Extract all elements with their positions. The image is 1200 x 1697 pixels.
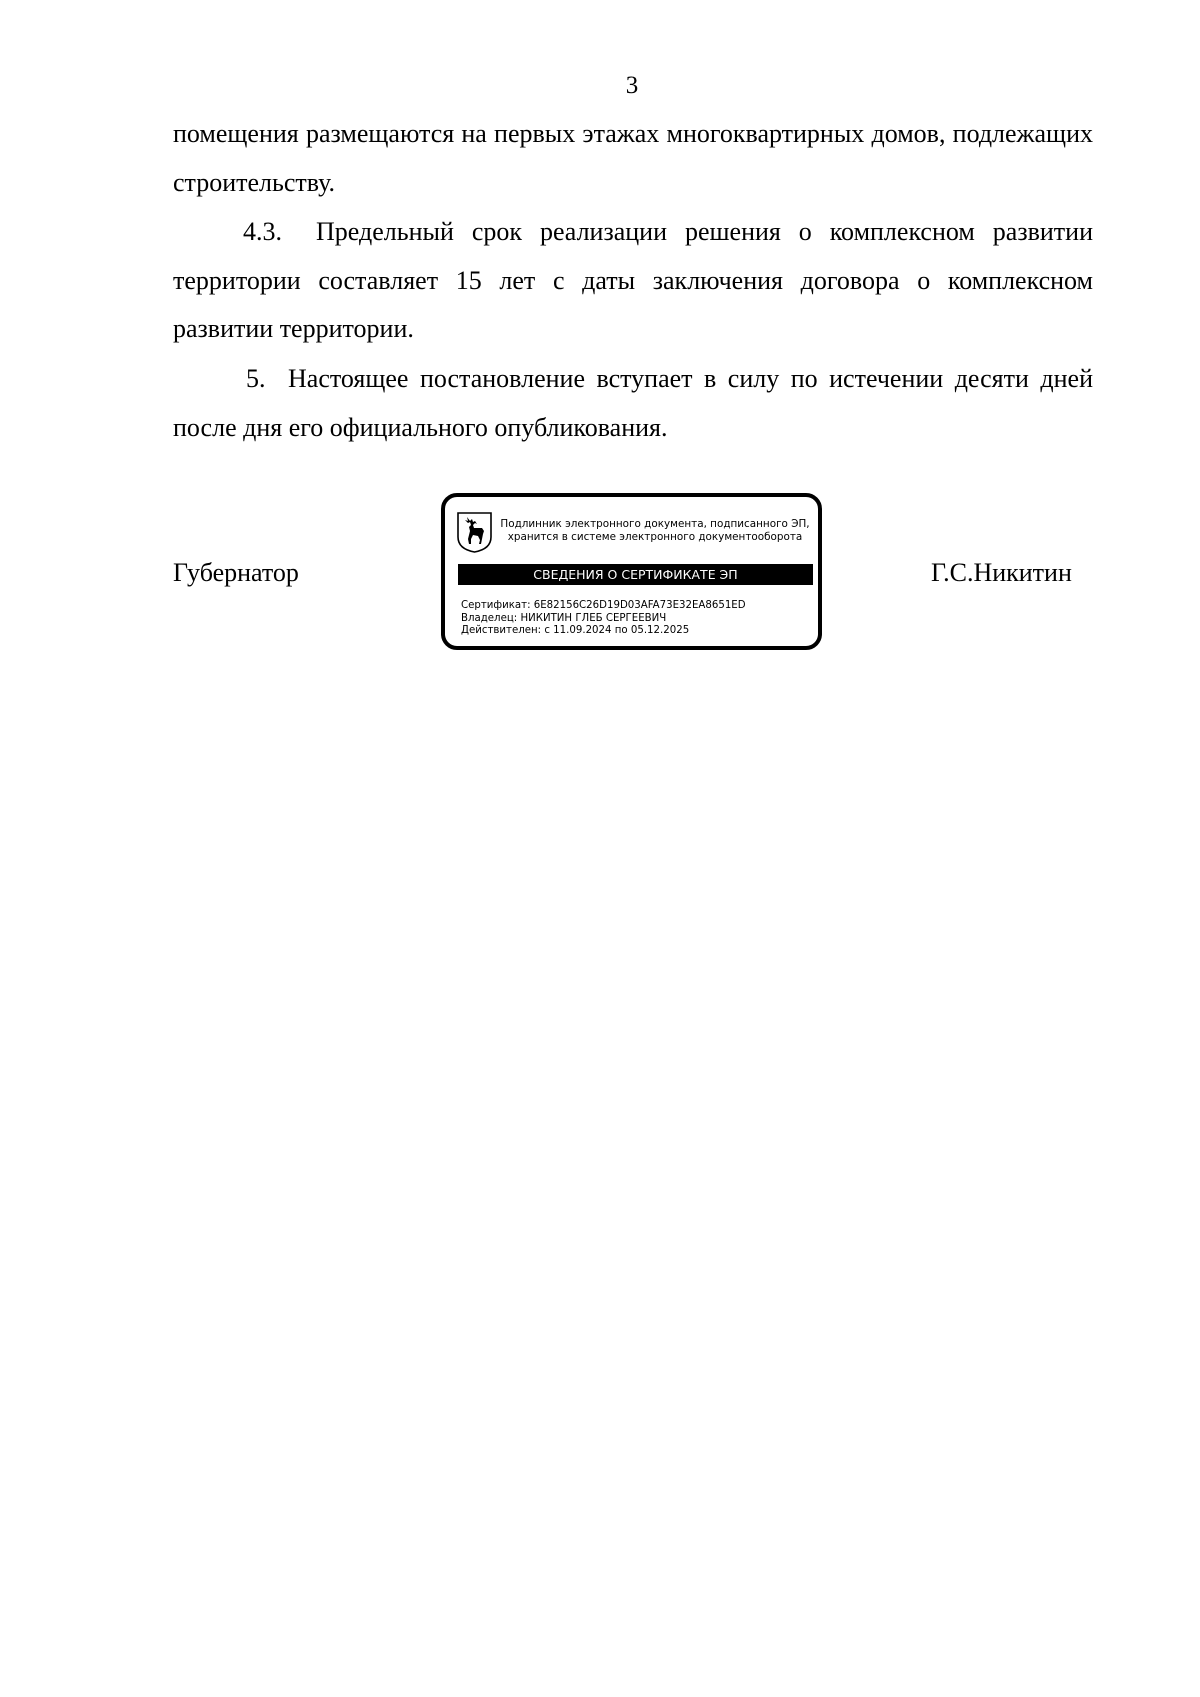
paragraph-item-5: [173, 355, 1093, 452]
item-5-text: Настоящее постановление вступает в силу по истечении десяти дней после дня его официального опубликования.: [173, 364, 1093, 442]
paragraph-continuation-text: помещения размещаются на первых этажах многоквартирных домов, подлежащих строительству.: [173, 119, 1093, 197]
item-4-3-number: 4.3.: [243, 217, 282, 246]
paragraph-continuation: [173, 110, 1093, 207]
stamp-owner: Владелец: НИКИТИН ГЛЕБ СЕРГЕЕВИЧ: [461, 612, 667, 624]
page-number: 3: [625, 72, 639, 99]
signatory-position: Губернатор: [173, 558, 299, 587]
signatory-name: Г.С.Никитин: [931, 558, 1072, 587]
deer-coat-of-arms-icon: [456, 511, 493, 553]
stamp-title-bar: СВЕДЕНИЯ О СЕРТИФИКАТЕ ЭП: [458, 564, 813, 585]
paragraph-item-4-3: [173, 208, 1093, 354]
stamp-certificate-details: [461, 600, 746, 638]
stamp-certificate-number: Сертификат: 6E82156C26D19D03AFA73E32EA8651ED: [461, 600, 746, 611]
electronic-signature-stamp: [441, 493, 822, 650]
item-4-3-text: Предельный срок реализации решения о комплексном развитии территории составляет 15 лет с даты заключения договора о комплексном развитии территории.: [173, 217, 1093, 343]
stamp-header: [497, 518, 813, 544]
stamp-header-line-1: Подлинник электронного документа, подписанного ЭП,: [500, 518, 810, 530]
stamp-header-line-2: хранится в системе электронного документооборота: [507, 531, 803, 543]
item-5-number: 5.: [246, 364, 266, 393]
stamp-validity: Действителен: с 11.09.2024 по 05.12.2025: [461, 625, 690, 636]
